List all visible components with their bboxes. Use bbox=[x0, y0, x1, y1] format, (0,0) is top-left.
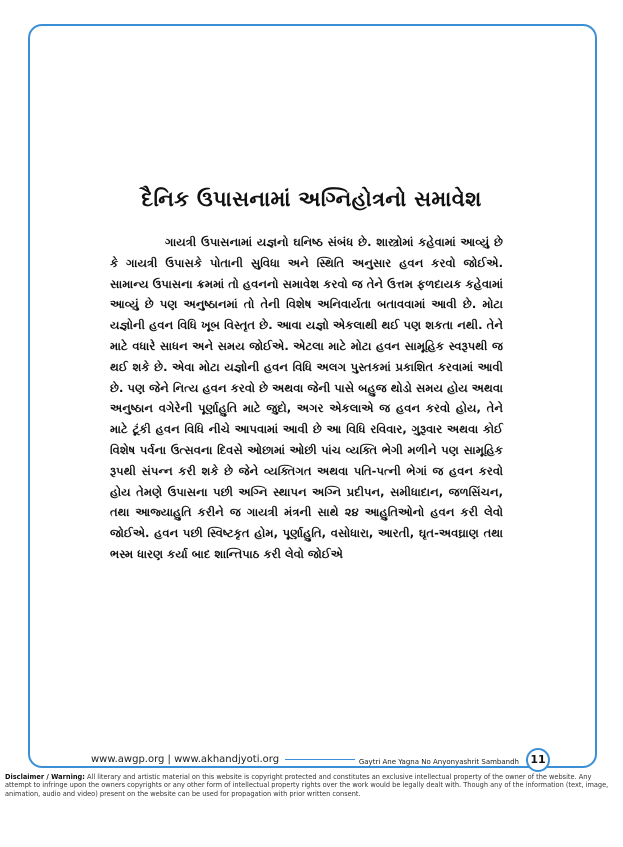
website-links[interactable]: www.awgp.org | www.akhandjyoti.org bbox=[91, 754, 285, 765]
disclaimer-text: All literary and artistic material on this website is copyright protected and constitutes an exclusive intellectual property of the owner of the website. Any attempt to infringe upon the owners copyrights or any other form of intellectual property rights over the work would be legally dealt with. Though any of the information (text, image, animation, audio and video) present on the website can be used for propagation with prior written consent. bbox=[5, 773, 609, 798]
page-number-badge: 11 bbox=[526, 748, 550, 772]
body-paragraph: ગાયત્રી ઉપાસનામાં યજ્ઞનો ઘનિષ્ઠ સંબંધ છે. શાસ્ત્રોમાં કહેવામાં આવ્યું છે કે ગાયત્રી ઉપાસકે પોતાની સુવિધા અને સ્થિતિ અનુસાર હવન કરવો જોઈએ. સામાન્ય ઉપાસના ક્રમમાં તો હવનનો સમાવેશ કરવો જ તેને ઉત્તમ ફળદાયક કહેવામાં આવ્યું છે પણ અનુષ્ઠાનમાં તો તેની વિશેષ અનિવાર્યતા બતાવવામાં આવી છે. મોટા યજ્ઞોની હવન વિધિ ખૂબ વિસ્તૃત છે. આવા યજ્ઞો એકલાથી થઈ પણ શકતા નથી. તેને માટે વધારે સાધન અને સમય જોઈએ. એટલા માટે મોટા હવન સામૂહિક સ્વરૂપથી જ થઈ શકે છે. એવા મોટા યજ્ઞોની હવન વિધિ અલગ પુસ્તકમાં પ્રકાશિત કરવામાં આવી છે. પણ જેને નિત્ય હવન કરવો છે અથવા જેની પાસે બહુજ થોડો સમય હોય અથવા અનુષ્ઠાન વગેરેની પૂર્ણાહુતિ માટે જુદો, અગર એકલાએ જ હવન કરવો હોય, તેને માટે ટૂંકી હવન વિધિ નીચે આપવામાં આવી છે આ વિધિ રવિવાર, ગુરૂવાર અથવા કોઈ વિશેષ પર્વના ઉત્સવના દિવસે ઓછામાં ઓછી પાંચ વ્યક્તિ ભેગી મળીને પણ સામૂહિક રૂપથી સંપન્ન કરી શકે છે જેને વ્યક્તિગત અથવા પતિ-પત્ની ભેગાં જ હવન કરવો હોય તેમણે ઉપાસના પછી અગ્નિ સ્થાપન અગ્નિ પ્રદીપન, સમીધાદાન, જળસિંચન, તથા આજ્યાહુતિ કરીને જ ગાયત્રી મંત્રની સાથે ૨૪ આહુતિઓનો હવન કરી લેવો જોઈએ. હવન પછી સ્વિષ્ટકૃત હોમ, પૂર્ણાહુતિ, વસોધારા, આરતી, ઘૃત-અવઘ્રાણ તથા ભસ્મ ધારણ કર્યા બાદ શાન્તિપાઠ કરી લેવો જોઈએ bbox=[110, 235, 503, 561]
page-title: દૈનિક ઉપાસનામાં અગ્નિહોત્રનો સમાવેશ bbox=[141, 187, 482, 211]
disclaimer bbox=[5, 773, 618, 798]
book-title: Gaytri Ane Yagna No Anyonyashrit Sambandh bbox=[355, 758, 523, 766]
disclaimer-label: Disclaimer / Warning: bbox=[5, 773, 85, 781]
